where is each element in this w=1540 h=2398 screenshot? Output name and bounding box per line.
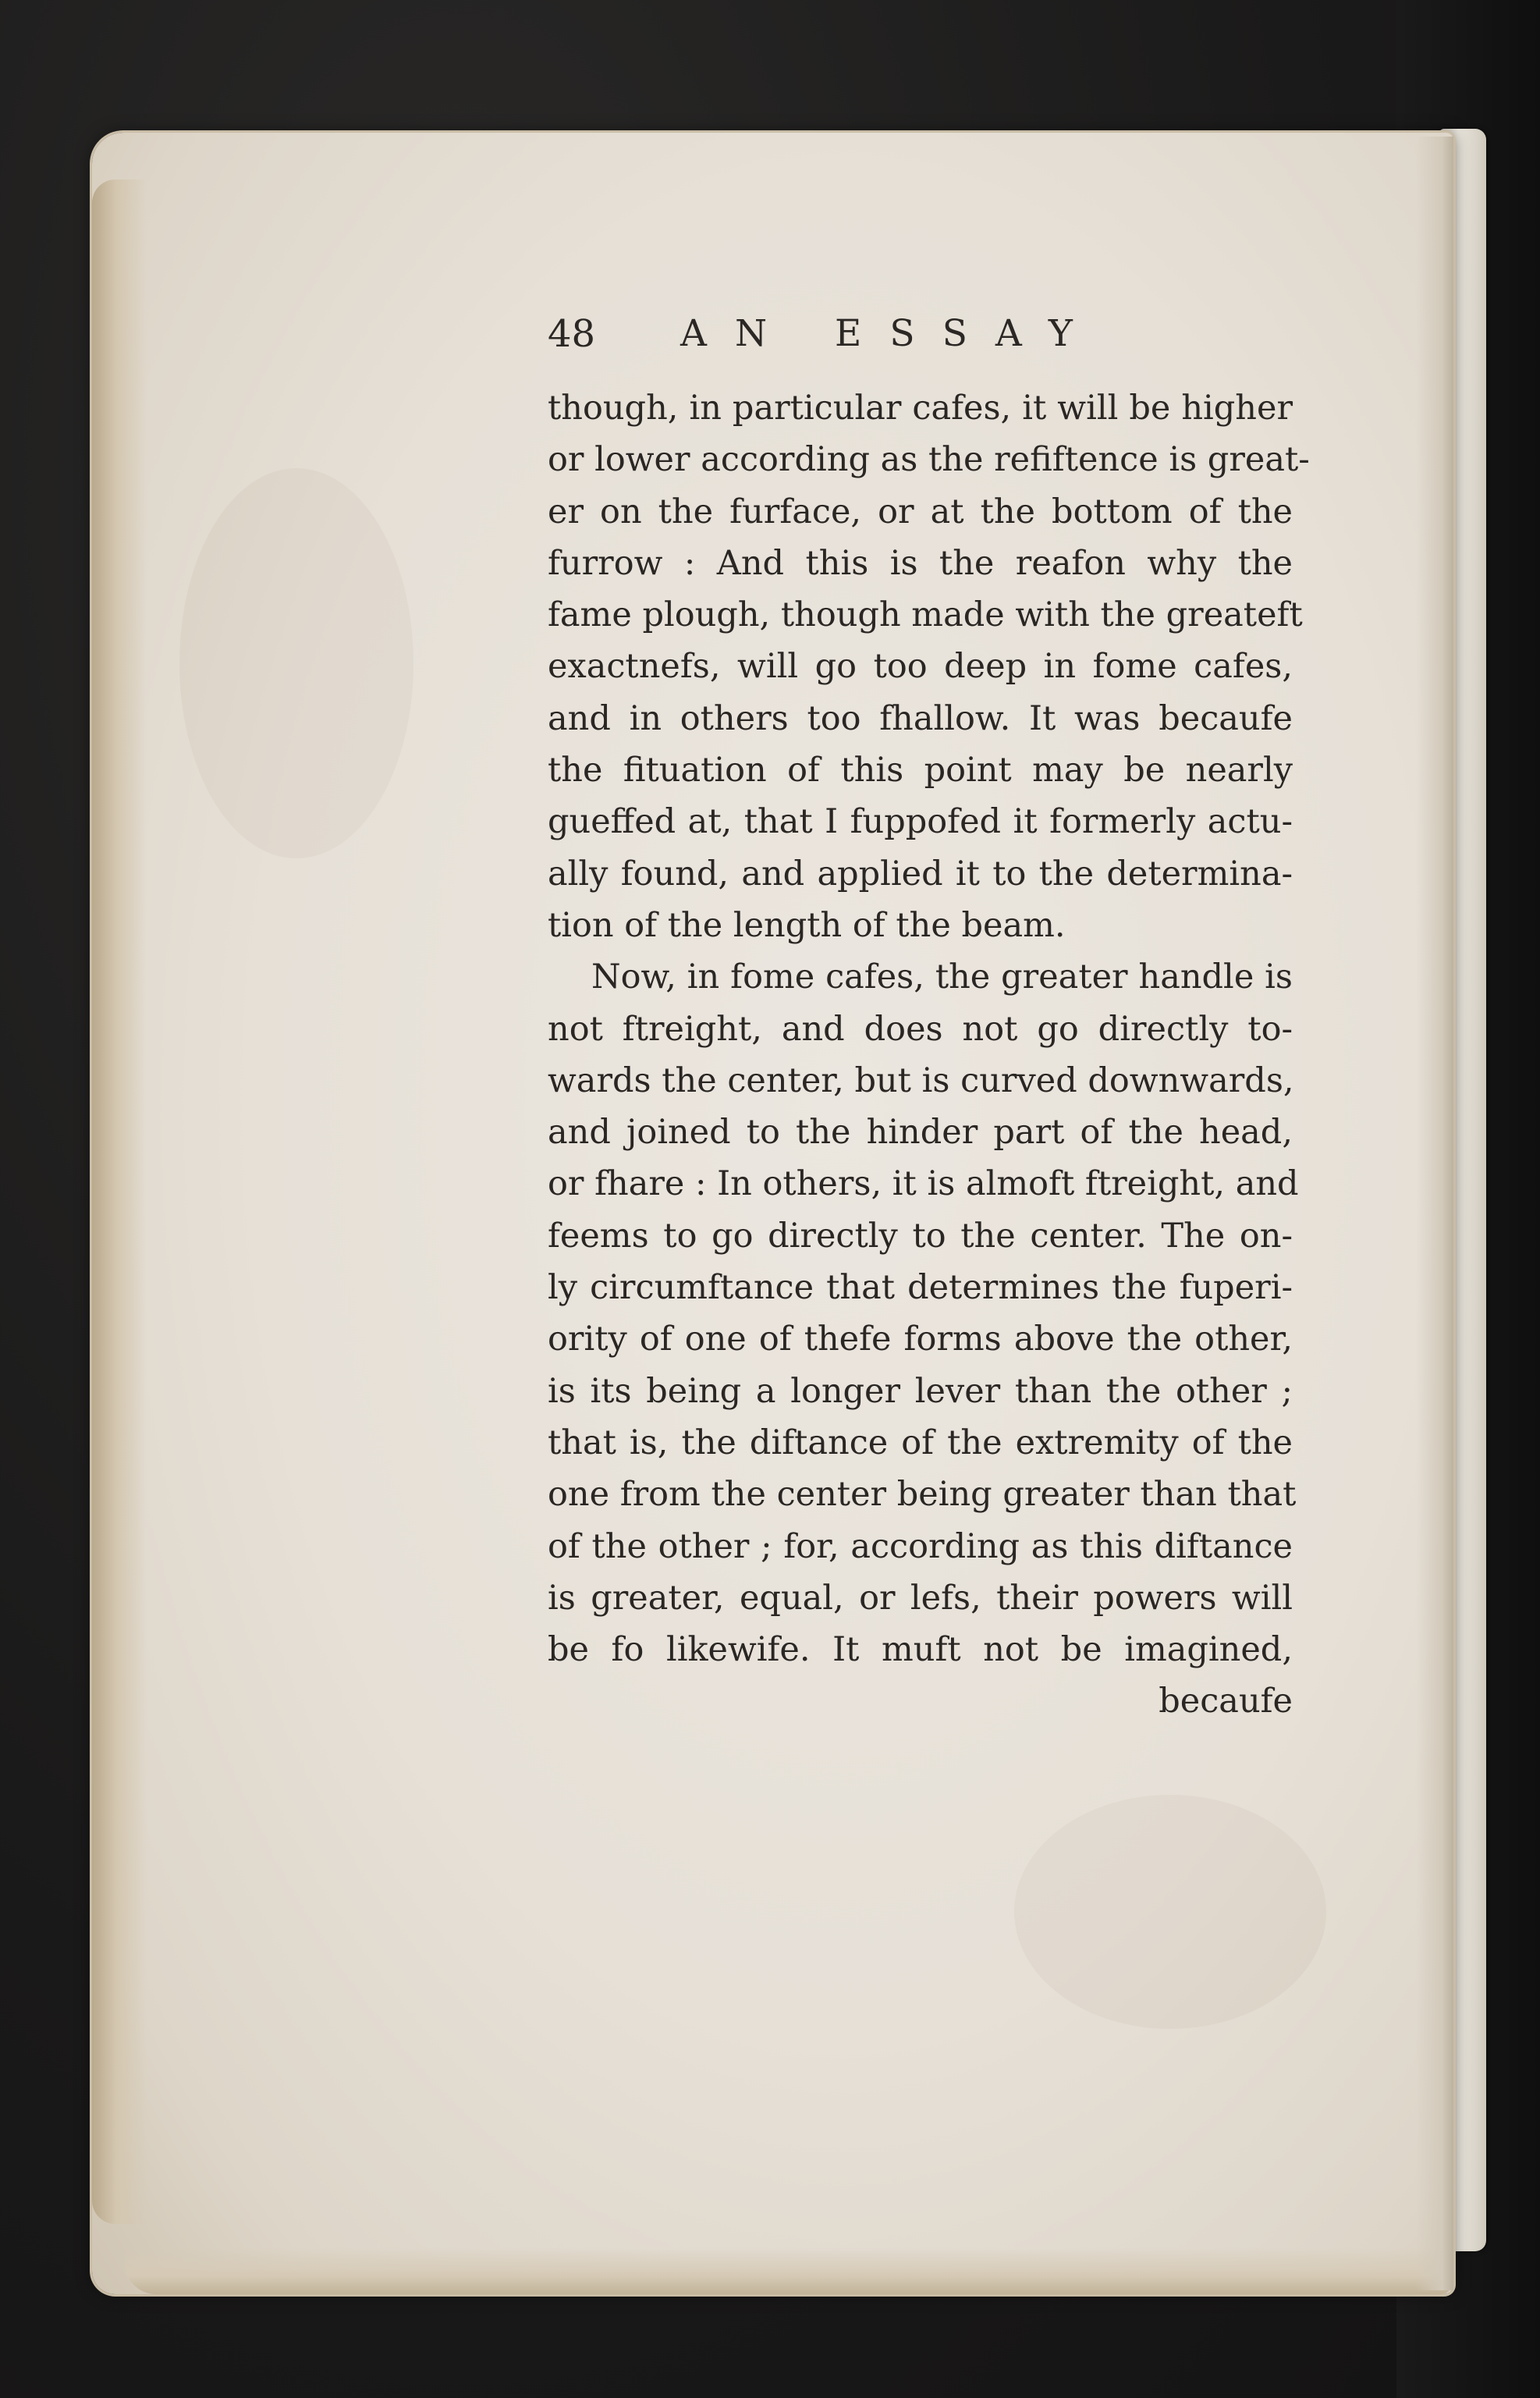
paragraph xyxy=(548,951,1299,1675)
text-line: ally found, and applied it to the determina- xyxy=(548,854,1293,893)
text-line: gueffed at, that I fuppofed it formerly actu- xyxy=(548,802,1293,842)
paper-stain xyxy=(1014,1795,1326,2029)
text-line: is its being a longer lever than the other ; xyxy=(548,1371,1293,1411)
text-line: exactnefs, will go too deep in fome cafes, xyxy=(548,647,1293,687)
text-line: Now, in fome cafes, the greater handle is xyxy=(591,957,1293,997)
text-line: or lower according as the refiftence is great- xyxy=(548,440,1310,480)
text-line: or fhare : In others, it is almoft ftreight, and xyxy=(548,1164,1299,1204)
page-number: 48 xyxy=(548,312,596,356)
page-worn-left-edge xyxy=(92,179,147,2224)
text-line: though, in particular cafes, it will be higher xyxy=(548,389,1293,428)
paragraph xyxy=(548,382,1310,951)
text-line: er on the furface, or at the bottom of the xyxy=(548,492,1293,531)
text-line: one from the center being greater than that xyxy=(548,1475,1297,1515)
page-worn-bottom-edge xyxy=(125,2247,1451,2294)
text-line: not ftreight, and does not go directly to- xyxy=(548,1009,1293,1049)
text-line: of the other ; for, according as this diftance xyxy=(548,1526,1293,1566)
text-line: be fo likewife. It muft not be imagined, xyxy=(548,1630,1293,1670)
text-line: the fituation of this point may be nearly xyxy=(548,751,1293,790)
text-line: fame plough, though made with the greateft xyxy=(548,595,1303,635)
text-line: and in others too fhallow. It was becaufe xyxy=(548,698,1293,738)
page-header xyxy=(548,306,1297,362)
text-line: furrow : And this is the reafon why the xyxy=(548,543,1293,583)
text-line: and joined to the hinder part of the head, xyxy=(548,1113,1293,1153)
body-text xyxy=(548,382,1310,1728)
text-line: that is, the diftance of the extremity of the xyxy=(548,1423,1293,1462)
text-line: ority of one of thefe forms above the other, xyxy=(548,1320,1293,1359)
text-line: feems to go directly to the center. The on- xyxy=(548,1216,1293,1256)
paper-stain xyxy=(179,468,413,858)
catchword: becaufe xyxy=(1159,1682,1293,1721)
page-gutter-shadow xyxy=(1416,137,1453,2290)
running-title: AN ESSAY xyxy=(680,312,1101,355)
text-line: is greater, equal, or lefs, their powers will xyxy=(548,1578,1293,1618)
text-line: tion of the length of the beam. xyxy=(548,905,1066,945)
text-line: wards the center, but is curved downwards, xyxy=(548,1060,1294,1100)
text-line: ly circumftance that determines the fuperi- xyxy=(548,1268,1293,1308)
